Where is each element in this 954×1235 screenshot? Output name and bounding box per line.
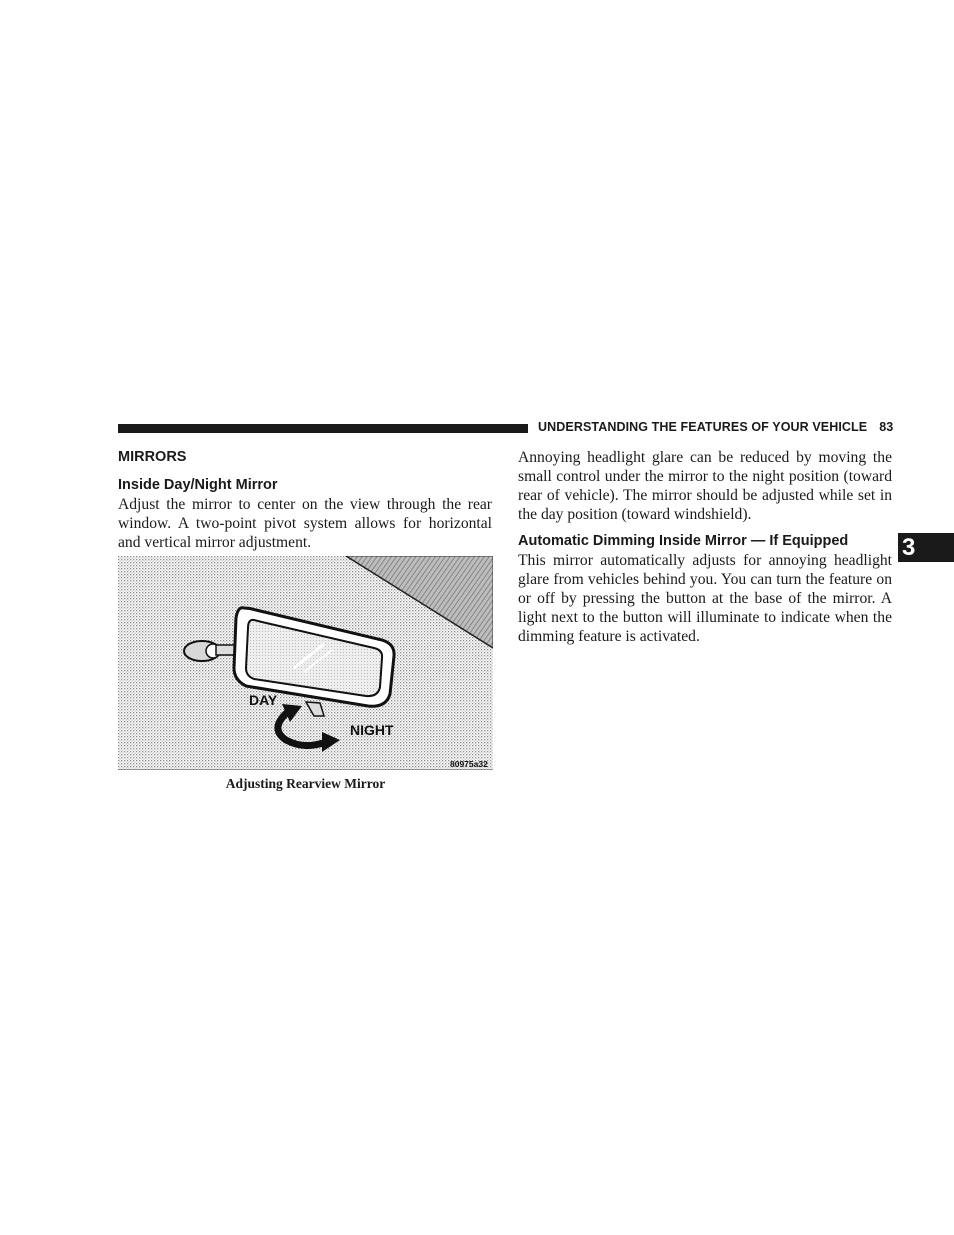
label-day: DAY [249,692,278,708]
subheading-auto-dimming-mirror: Automatic Dimming Inside Mirror — If Equipped [518,533,849,549]
chapter-tab: 3 [898,533,954,562]
figure-code: 80975a32 [450,759,488,769]
left-column [118,448,492,552]
header-rule [118,424,528,433]
label-night: NIGHT [350,722,394,738]
right-column [518,448,892,646]
paragraph-auto-dimming: This mirror automatically adjusts for annoying headlight glare from vehicles behind you. You can turn the feature on or off by pressing the button at the base of the mirror. A light next to the button will illuminate to indicate when the dimming feature is activated. [518,552,892,645]
figure-caption: Adjusting Rearview Mirror [225,776,386,791]
header-section-title: UNDERSTANDING THE FEATURES OF YOUR VEHICLE [538,420,868,434]
subheading-day-night-mirror: Inside Day/Night Mirror [118,477,278,493]
section-heading: MIRRORS [118,449,187,465]
mirror-illustration [118,556,493,770]
running-header [538,420,893,434]
paragraph-day-night-mirror: Adjust the mirror to center on the view through the rear window. A two-point pivot system allows for horizontal and vertical mirror adjustment. [118,496,492,551]
page-number: 83 [879,420,894,434]
paragraph-headlight-glare: Annoying headlight glare can be reduced by moving the small control under the mirror to the night position (toward rear of vehicle). The mirror should be adjusted while set in the day position (toward windshield). [518,449,892,523]
